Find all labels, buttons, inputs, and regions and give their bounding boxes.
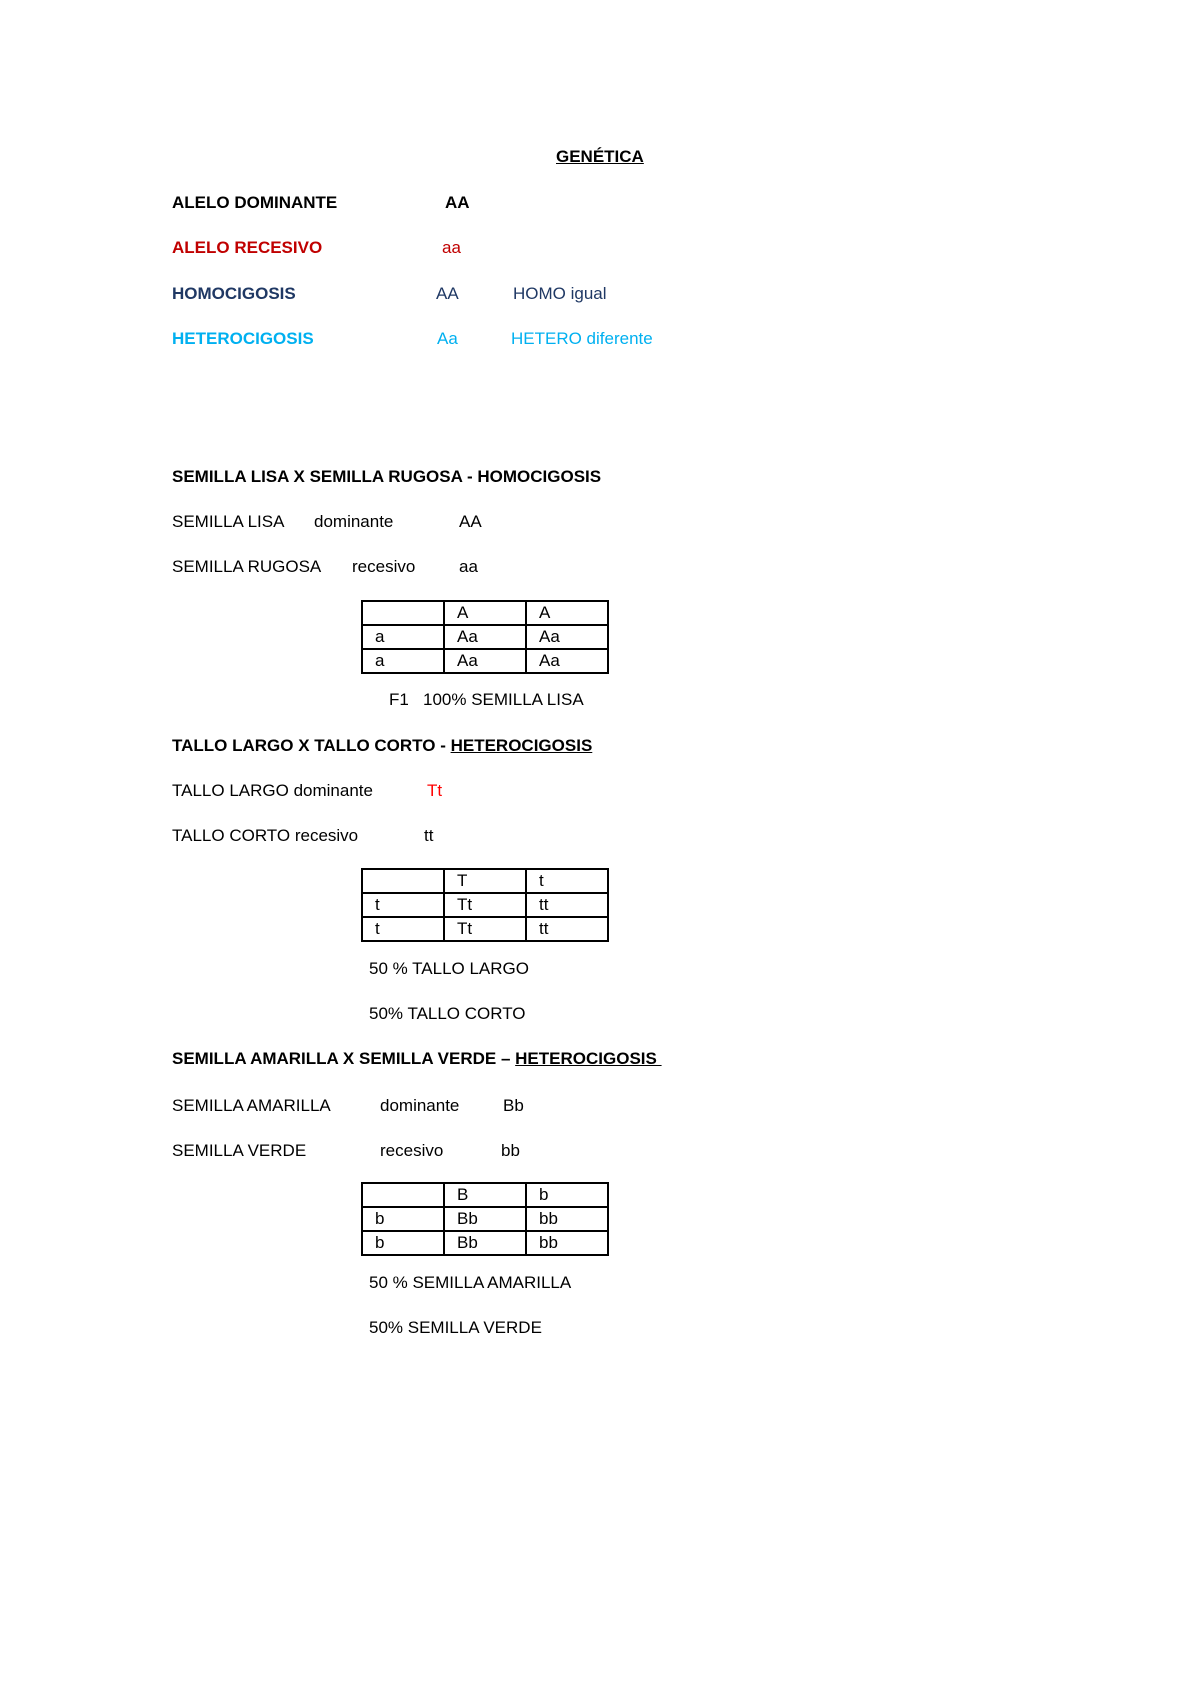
punnett-cell	[362, 601, 444, 625]
punnett-cell: bb	[526, 1231, 608, 1255]
punnett-cell: A	[444, 601, 526, 625]
definition-term: HETEROCIGOSIS	[172, 329, 314, 348]
punnett-header-row	[362, 869, 608, 893]
cross-line-name: SEMILLA LISA	[172, 512, 285, 531]
punnett-cell: tt	[526, 893, 608, 917]
punnett-cell: t	[362, 893, 444, 917]
punnett-row	[362, 893, 608, 917]
punnett-cell: A	[526, 601, 608, 625]
punnett-cell: t	[362, 917, 444, 941]
cross-line-genotype: aa	[459, 557, 478, 576]
cross-line-genotype: AA	[459, 512, 482, 531]
cross-line-name: TALLO CORTO	[172, 826, 291, 845]
page-title: GENÉTICA	[556, 147, 644, 166]
cross-heading	[172, 467, 601, 487]
punnett-row	[362, 1231, 608, 1255]
cross-line	[172, 826, 358, 846]
punnett-cell	[362, 869, 444, 893]
cross-line-name: TALLO LARGO	[172, 781, 289, 800]
punnett-row	[362, 1207, 608, 1231]
punnett-cell: b	[362, 1231, 444, 1255]
cross-line-name: SEMILLA AMARILLA	[172, 1096, 331, 1115]
cross-line-trait: recesivo	[380, 1141, 444, 1160]
cross-result: 50 % SEMILLA AMARILLA	[369, 1273, 572, 1292]
definition-term: ALELO DOMINANTE	[172, 193, 338, 212]
punnett-cell: Bb	[444, 1231, 526, 1255]
punnett-cell: Aa	[526, 649, 608, 673]
cross-result: 50% TALLO CORTO	[369, 1004, 526, 1023]
punnett-cell: a	[362, 649, 444, 673]
punnett-cell: bb	[526, 1207, 608, 1231]
cross-heading-underlined: HETEROCIGOSIS	[515, 1049, 662, 1068]
punnett-header-row	[362, 601, 608, 625]
punnett-square	[361, 600, 609, 674]
definition-genotype: AA	[436, 284, 459, 303]
punnett-row	[362, 649, 608, 673]
cross-heading-main: SEMILLA AMARILLA X SEMILLA VERDE –	[172, 1049, 516, 1068]
definition-genotype: Aa	[437, 329, 458, 348]
definition-genotype: aa	[442, 238, 461, 257]
punnett-cell: tt	[526, 917, 608, 941]
punnett-row	[362, 625, 608, 649]
cross-result: F1 100% SEMILLA LISA	[389, 690, 584, 709]
punnett-cell: t	[526, 869, 608, 893]
cross-line-genotype: Tt	[427, 781, 443, 800]
definition-note: HOMO igual	[513, 284, 607, 303]
cross-line-trait: recesivo	[352, 557, 416, 576]
punnett-cell: Aa	[444, 625, 526, 649]
cross-heading-main: TALLO LARGO X TALLO CORTO -	[172, 736, 451, 755]
punnett-square	[361, 868, 609, 942]
punnett-cell: T	[444, 869, 526, 893]
cross-line-genotype: tt	[424, 826, 434, 845]
cross-line	[172, 781, 373, 801]
punnett-cell: Bb	[444, 1207, 526, 1231]
cross-line-trait: recesivo	[294, 826, 359, 845]
punnett-cell	[362, 1183, 444, 1207]
cross-heading-main: SEMILLA LISA X SEMILLA RUGOSA - HOMOCIGOSIS	[172, 467, 602, 486]
definition-term: ALELO RECESIVO	[172, 238, 323, 257]
punnett-cell: Aa	[444, 649, 526, 673]
punnett-cell: b	[362, 1207, 444, 1231]
punnett-cell: a	[362, 625, 444, 649]
cross-result: 50% SEMILLA VERDE	[369, 1318, 542, 1337]
punnett-cell: Tt	[444, 917, 526, 941]
cross-result: 50 % TALLO LARGO	[369, 959, 529, 978]
punnett-square	[361, 1182, 609, 1256]
cross-line-trait: dominante	[293, 781, 373, 800]
cross-line-genotype: Bb	[503, 1096, 524, 1115]
definition-note: HETERO diferente	[511, 329, 653, 348]
cross-line-name: SEMILLA VERDE	[172, 1141, 307, 1160]
cross-line-name: SEMILLA RUGOSA	[172, 557, 322, 576]
punnett-cell: Tt	[444, 893, 526, 917]
punnett-row	[362, 917, 608, 941]
cross-line-trait: dominante	[380, 1096, 460, 1115]
cross-heading	[172, 736, 592, 756]
punnett-cell: Aa	[526, 625, 608, 649]
cross-line-genotype: bb	[501, 1141, 520, 1160]
cross-heading-underlined: HETEROCIGOSIS	[450, 736, 593, 755]
cross-heading	[172, 1049, 662, 1069]
punnett-cell: b	[526, 1183, 608, 1207]
definition-term: HOMOCIGOSIS	[172, 284, 296, 303]
definition-genotype: AA	[445, 193, 470, 212]
cross-line-trait: dominante	[314, 512, 394, 531]
punnett-cell: B	[444, 1183, 526, 1207]
punnett-header-row	[362, 1183, 608, 1207]
